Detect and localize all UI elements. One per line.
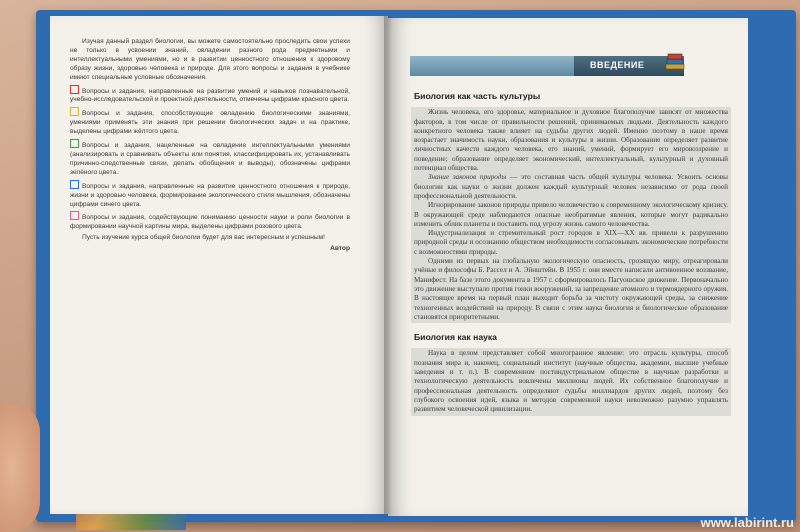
- paragraph-6: Наука в целом представляет собой многогранное явление: это отрасль культуры, способ познания мира и, наконец, социальный институт (научные общества, академии, высшие учебные заведения и т. п.). В современном постиндустриальном обществе в научные разработки и технологическую деятельность вовлечены миллионы людей. Их собственное благополучие и профессиональная деятельность определяют судьбы миллиардов других людей, поэтому без глубокого освоения идей, языка и методов современной науки невозможно разумно управлять развитием человеческой цивилизации.: [414, 349, 728, 414]
- paragraph-3: Игнорирование законов природы привело человечество к современному экологическому кризису. В окружающей среде наблюдаются опасные необратимые явления, которые могут радикально изменить облик планеты и поставить под угрозу жизнь самого человечества.: [414, 201, 728, 228]
- red-marker-icon: [70, 85, 79, 94]
- heading-biology-culture: Биология как часть культуры: [414, 91, 541, 101]
- heading-biology-science: Биология как наука: [414, 332, 497, 343]
- paragraph-4: Индустриализация и стремительный рост городов в XIX—XX вв. привели к разрушению природной среды и осознанию обществом необходимости согласовывать экономические потребности с возможностями природы.: [414, 229, 728, 256]
- legend-item-blue: Вопросы и задания, направленные на развитие ценностного отношения к природе, жизни и здоровью человека, формирование экологического стиля мышления, обозначены цифрами синего цвета.: [70, 180, 350, 210]
- author-signature: Автор: [330, 245, 350, 253]
- blue-marker-icon: [70, 180, 79, 189]
- intro-paragraph: Изучая данный раздел биологии, вы можете самостоятельно проследить свои успехи не только в усвоении знаний, овладении разного рода предметными и интеллектуальными умениями, но и в развитии ценностного отношения к здоровому образу жизни, здоровью человека и природе. Для этого вопросы и задания в учебнике имеют специальные условные обозначения.: [70, 38, 350, 81]
- legend-item-red: Вопросы и задания, направленные на развитие умений и навыков познавательной, учебно-исследовательской и проектной деятельности, отмечены цифрами красного цвета.: [70, 85, 350, 106]
- legend-item-green: Вопросы и задания, нацеленные на овладение интеллектуальными умениями (анализировать и сравнивать объекты или понятия, классифицировать их, устанавливать причинно-следственные связи, делать обобщения и выводы), обозначены цифрами зелёного цвета.: [70, 139, 350, 178]
- section-title: ВВЕДЕНИЕ: [590, 60, 645, 70]
- books-icon: [664, 52, 686, 72]
- yellow-marker-icon: [70, 107, 79, 116]
- legend-item-pink: Вопросы и задания, содействующие пониманию ценности науки и роли биологии в формировании научной картины мира, выделены цифрами розового цвета.: [70, 211, 350, 232]
- legend-item-yellow: Вопросы и задания, способствующие овладению биологическими знаниями, умениями применять эти знания при решении биологических задач и на практике, выделены цифрами жёлтого цвета.: [70, 107, 350, 137]
- watermark: www.labirint.ru: [700, 515, 794, 530]
- book-gutter: [384, 16, 392, 514]
- pink-marker-icon: [70, 211, 79, 220]
- right-page-text: [414, 92, 728, 416]
- paragraph-1: Жизнь человека, его здоровье, материальное и духовное благополучие зависят от множества факторов, в том числе от правильности решений, принимаемых людьми. Деятельность каждого конкретного человека также влияет на судьбы других людей. Именно поэтому в наше время возрастает значимость науки, образования и культуры в жизни. Образование определяет развитие личностных качеств каждого человека, его знаний, умений, формирует его мировоззрение и поведение; образование определяет экономический, интеллектуальный, культурный и духовный потенциал общества.: [414, 108, 728, 173]
- green-marker-icon: [70, 139, 79, 148]
- shaded-block-2: [411, 348, 731, 415]
- shaded-block: [411, 107, 731, 323]
- left-page-text: [70, 38, 350, 256]
- holding-thumb: [0, 402, 40, 532]
- paragraph-2: Знание законов природы — это составная часть общей культуры человека. Усвоить основы биологии как науки о жизни должен каждый культурный человек независимо от рода своей профессиональной деятельности.: [414, 173, 728, 200]
- closing-paragraph: Пусть изучение курса общей биологии будет для вас интересным и успешным!: [82, 234, 325, 242]
- paragraph-5: Одними из первых на глобальную экологическую опасность, грозящую миру, отреагировали учёные и философы Б. Рассел и А. Эйнштейн. В 1955 г. они вместе написали антивоенное воззвание, Манифест. На базе этого документа в 1957 г. сформировалось Пагуошское движение. Первоначально это движение выступало против гонки вооружений, за запрещение атомного и термоядерного оружия. В настоящее время на первый план выходит борьба за чистоту окружающей среды, за снижение техногенных воздействий на природу. В связи с этим наука биология и биологическое образование становятся приоритетными.: [414, 257, 728, 321]
